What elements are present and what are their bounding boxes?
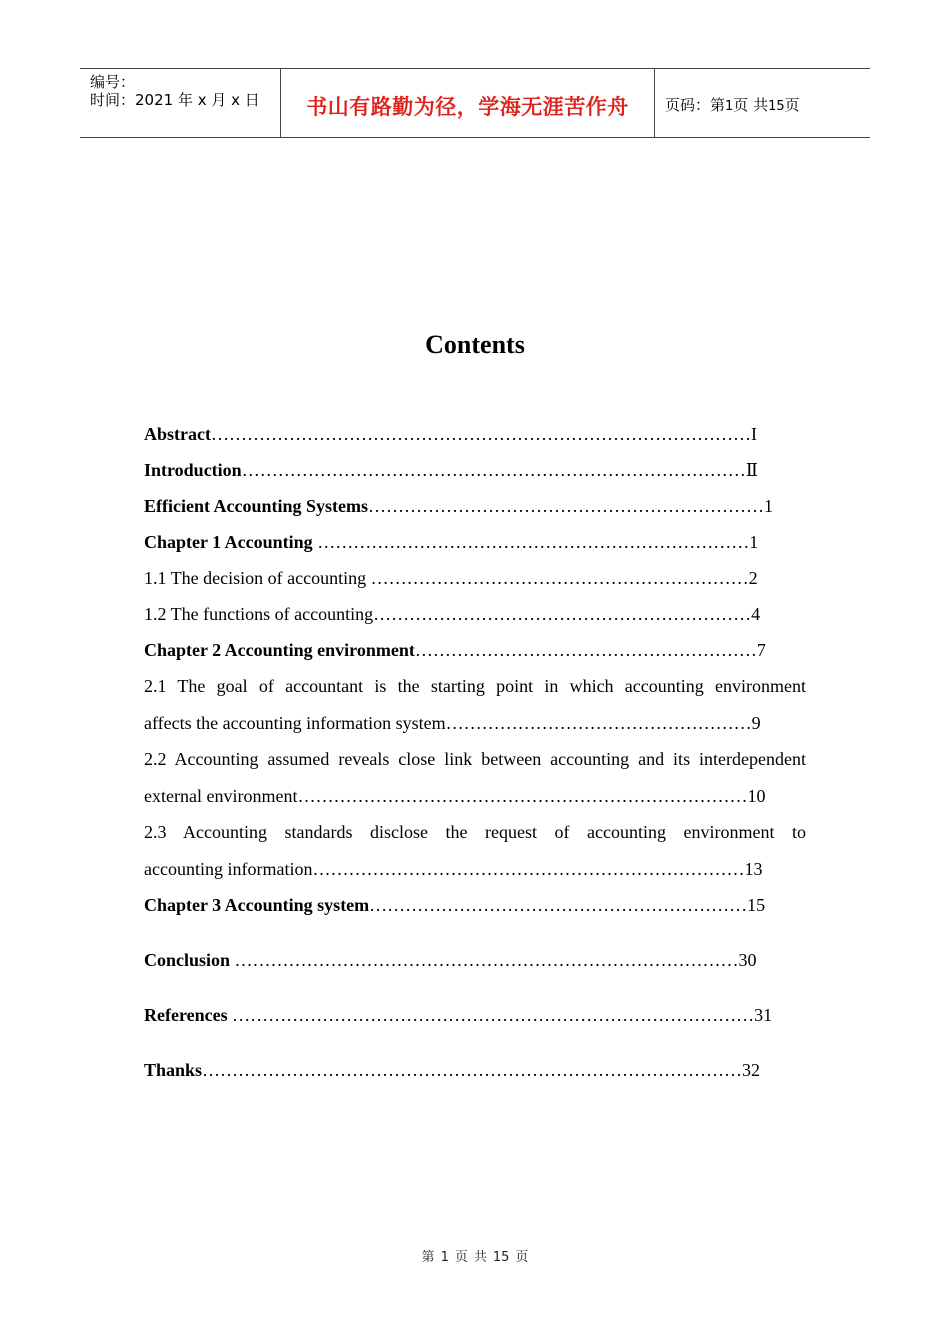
toc-entry[interactable]: 1.1 The decision of accounting ………………………………………………………2 <box>144 568 758 588</box>
toc-page: 10 <box>747 786 766 806</box>
toc-label: Conclusion <box>144 950 231 970</box>
toc-entry-line1[interactable]: 2.3 Accounting standards disclose the request of accounting environment to <box>144 822 806 842</box>
contents-title: Contents <box>425 330 525 359</box>
toc-page: 1 <box>764 496 773 516</box>
header-motto-cell <box>281 69 655 137</box>
toc-entry[interactable]: Chapter 2 Accounting environment…………………………………………………7 <box>144 640 766 660</box>
toc-entry-line1[interactable]: 2.2 Accounting assumed reveals close link between accounting and its interdependent <box>144 749 806 769</box>
toc-entry[interactable]: Thanks………………………………………………………………………………32 <box>144 1060 761 1080</box>
toc-page: 2 <box>748 568 758 588</box>
header-meta-cell <box>80 69 281 137</box>
toc-entry[interactable]: References ……………………………………………………………………………31 <box>144 1005 773 1025</box>
toc-label: Chapter 2 Accounting environment <box>144 640 415 660</box>
toc-label: Chapter 1 Accounting <box>144 532 313 552</box>
toc-page: 32 <box>742 1060 761 1080</box>
toc-label: Efficient Accounting Systems <box>144 496 368 516</box>
header-page-indicator: 页码：第1页 共15页 <box>665 96 800 114</box>
toc-label: Chapter 3 Accounting system <box>144 895 370 915</box>
toc-label: 1.2 The functions of accounting <box>144 604 374 624</box>
toc-label: 1.1 The decision of accounting <box>144 568 367 588</box>
page-footer: 第 1 页 共 15 页 <box>421 1250 529 1265</box>
toc-label: accounting information <box>144 859 313 879</box>
header-motto: 书山有路勤为径，学海无涯苦作舟 <box>306 95 629 119</box>
header-page-cell <box>655 69 870 137</box>
toc-page: 30 <box>738 950 757 970</box>
toc-entry[interactable]: Abstract………………………………………………………………………………I <box>144 424 757 444</box>
toc-page: 15 <box>747 895 766 915</box>
toc-page: 1 <box>749 532 759 552</box>
toc-entry-line2[interactable]: external environment…………………………………………………………………10 <box>144 786 766 806</box>
toc-page: 13 <box>744 859 763 879</box>
toc-page: 4 <box>751 604 761 624</box>
toc-page: Ⅱ <box>745 460 758 480</box>
toc-page: 9 <box>751 713 761 733</box>
toc-page: 7 <box>756 640 766 660</box>
toc-label: References <box>144 1005 228 1025</box>
doc-code-label: 编号： <box>90 73 136 91</box>
toc-label: Thanks <box>144 1060 203 1080</box>
toc-entry[interactable]: Conclusion …………………………………………………………………………30 <box>144 950 757 970</box>
page-header <box>80 68 870 138</box>
toc-page: 31 <box>754 1005 773 1025</box>
toc-label: external environment <box>144 786 298 806</box>
toc-page: I <box>750 424 757 444</box>
toc-entry[interactable]: Chapter 1 Accounting ………………………………………………………………1 <box>144 532 759 552</box>
toc-entry[interactable]: Efficient Accounting Systems…………………………………………………………1 <box>144 496 773 516</box>
toc-label: affects the accounting information system <box>144 713 446 733</box>
toc-entry-line2[interactable]: affects the accounting information system……………………………………………9 <box>144 713 761 733</box>
doc-date-label: 时间：2021 年 x 月 x 日 <box>90 91 260 109</box>
toc-entry[interactable]: Introduction…………………………………………………………………………Ⅱ <box>144 460 758 480</box>
toc-label: Abstract <box>144 424 211 444</box>
toc-entry[interactable]: Chapter 3 Accounting system………………………………………………………15 <box>144 895 766 915</box>
toc-entry-line1[interactable]: 2.1 The goal of accountant is the starting point in which accounting environment <box>144 676 806 696</box>
toc-entry[interactable]: 1.2 The functions of accounting………………………………………………………4 <box>144 604 761 624</box>
toc-label: Introduction <box>144 460 242 480</box>
toc-entry-line2[interactable]: accounting information………………………………………………………………13 <box>144 859 763 879</box>
